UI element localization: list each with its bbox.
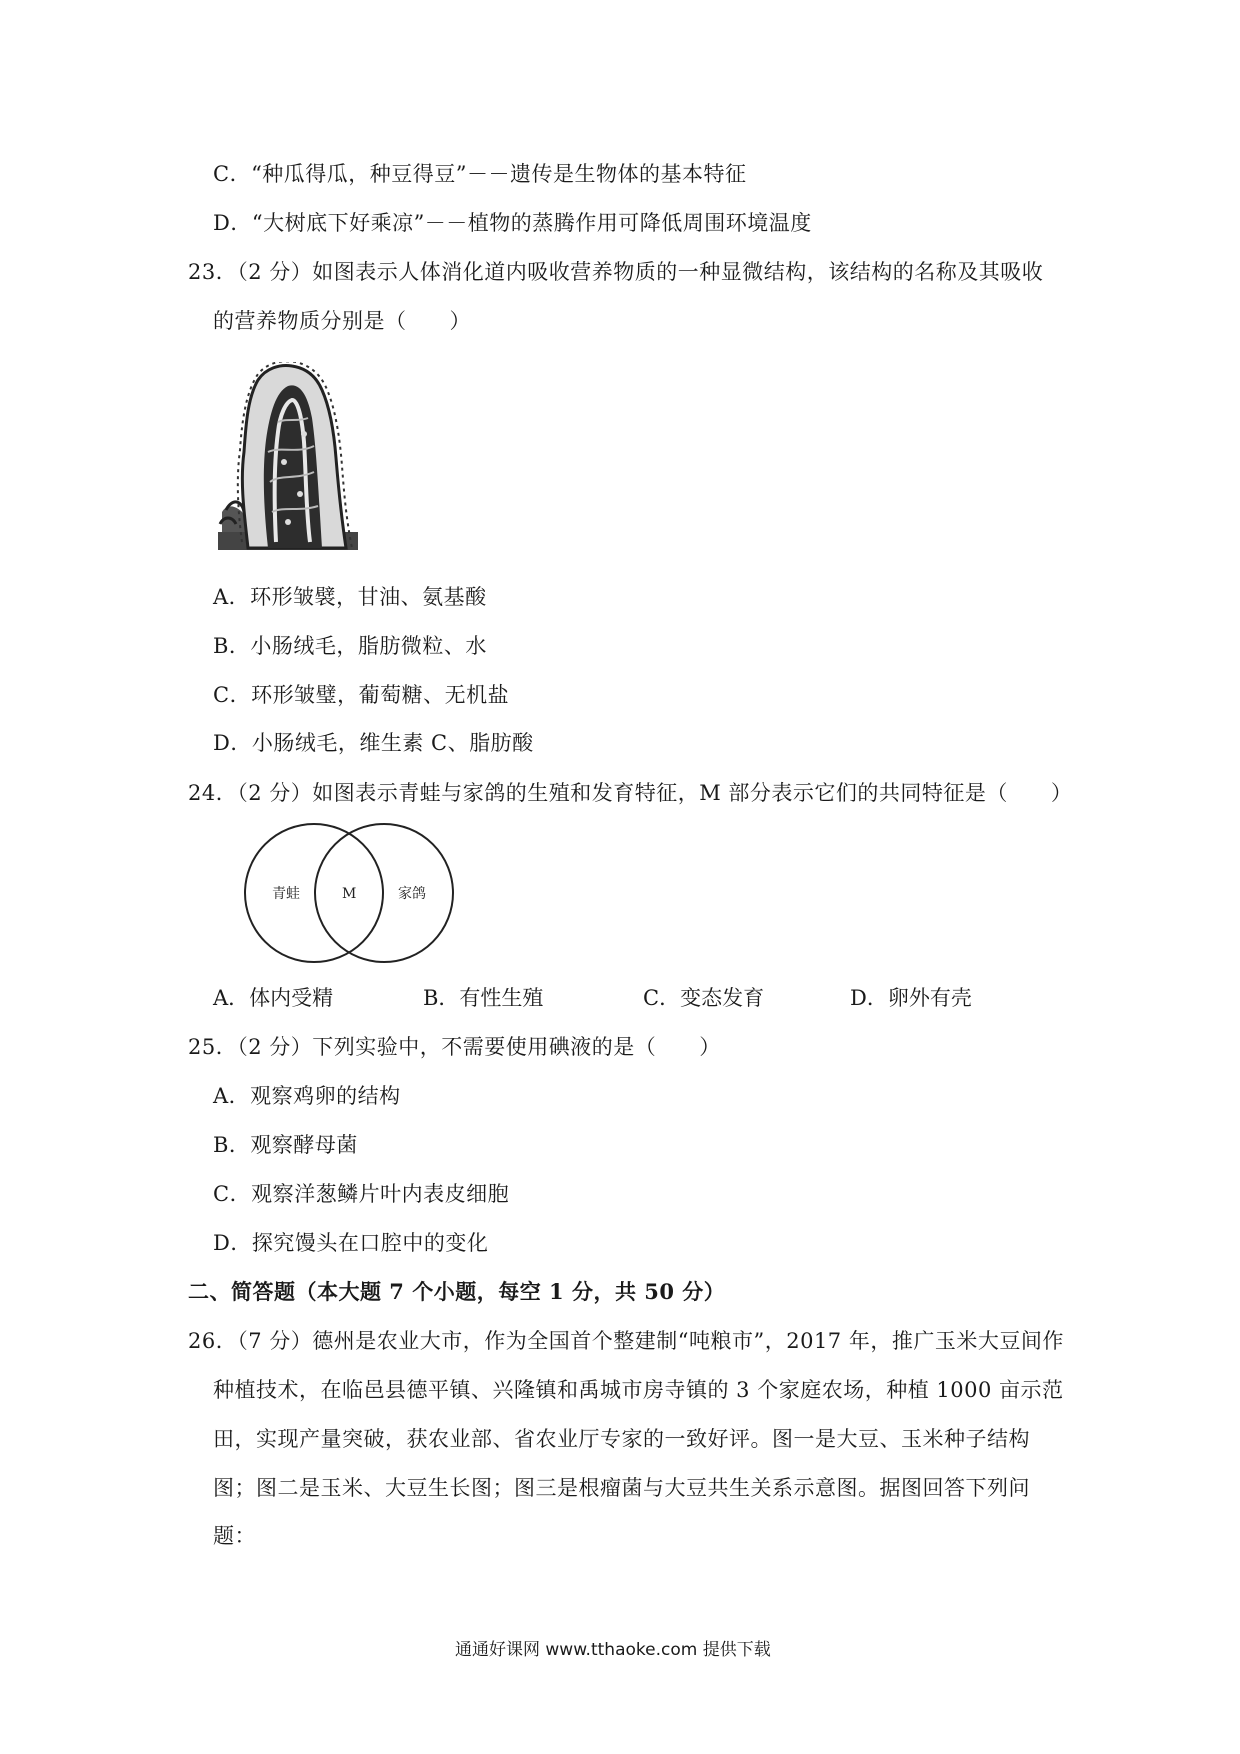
q23-stem-line1: 23．（2 分）如图表示人体消化道内吸收营养物质的一种显微结构，该结构的名称及其吸收 bbox=[188, 260, 1044, 284]
footer-text: 通通好课网 www.tthaoke.com 提供下载 bbox=[455, 1640, 771, 1660]
q25-option-d: D．探究馒头在口腔中的变化 bbox=[213, 1231, 489, 1255]
q24-option-c: C．变态发育 bbox=[643, 986, 765, 1010]
intestinal-villus-figure bbox=[218, 362, 360, 550]
q24-option-b: B．有性生殖 bbox=[423, 986, 544, 1010]
q26-line3: 田，实现产量突破，获农业部、省农业厅专家的一致好评。图一是大豆、玉米种子结构 bbox=[213, 1427, 1030, 1451]
venn-diagram bbox=[222, 822, 457, 964]
q23-option-d: D．小肠绒毛，维生素 C、脂肪酸 bbox=[213, 731, 534, 755]
venn-label-m: M bbox=[342, 886, 357, 902]
venn-label-pigeon: 家鸽 bbox=[398, 886, 426, 902]
venn-label-frog: 青蛙 bbox=[272, 886, 300, 902]
q26-line1: 26．（7 分）德州是农业大市，作为全国首个整建制“吨粮市”，2017 年，推广玉米大豆间作 bbox=[188, 1329, 1064, 1353]
q26-line2: 种植技术，在临邑县德平镇、兴隆镇和禹城市房寺镇的 3 个家庭农场，种植 1000 亩示范 bbox=[213, 1378, 1064, 1402]
q23-stem-line2: 的营养物质分别是（ ） bbox=[213, 309, 471, 333]
q24-stem: 24．（2 分）如图表示青蛙与家鸽的生殖和发育特征，M 部分表示它们的共同特征是（ ） bbox=[188, 781, 1073, 805]
q24-options bbox=[213, 984, 1013, 1012]
q23-option-a: A．环形皱襞，甘油、氨基酸 bbox=[213, 585, 487, 609]
q23-option-c: C．环形皱璧，葡萄糖、无机盐 bbox=[213, 683, 510, 707]
q25-option-b: B．观察酵母菌 bbox=[213, 1133, 358, 1157]
section2-heading: 二、简答题（本大题 7 个小题，每空 1 分，共 50 分） bbox=[188, 1279, 726, 1304]
q23-option-b: B．小肠绒毛，脂肪微粒、水 bbox=[213, 634, 487, 658]
q22-option-c: C．“种瓜得瓜，种豆得豆”－－遗传是生物体的基本特征 bbox=[213, 162, 747, 186]
q26-line4: 图；图二是玉米、大豆生长图；图三是根瘤菌与大豆共生关系示意图。据图回答下列问 bbox=[213, 1476, 1030, 1500]
q24-option-d: D．卵外有壳 bbox=[850, 986, 972, 1010]
q25-stem: 25．（2 分）下列实验中，不需要使用碘液的是（ ） bbox=[188, 1035, 721, 1059]
q22-option-d: D．“大树底下好乘凉”－－植物的蒸腾作用可降低周围环境温度 bbox=[213, 211, 812, 235]
q25-option-a: A．观察鸡卵的结构 bbox=[213, 1084, 401, 1108]
q25-option-c: C．观察洋葱鳞片叶内表皮细胞 bbox=[213, 1182, 510, 1206]
q26-line5: 题： bbox=[213, 1524, 256, 1548]
q24-option-a: A．体内受精 bbox=[213, 986, 334, 1010]
